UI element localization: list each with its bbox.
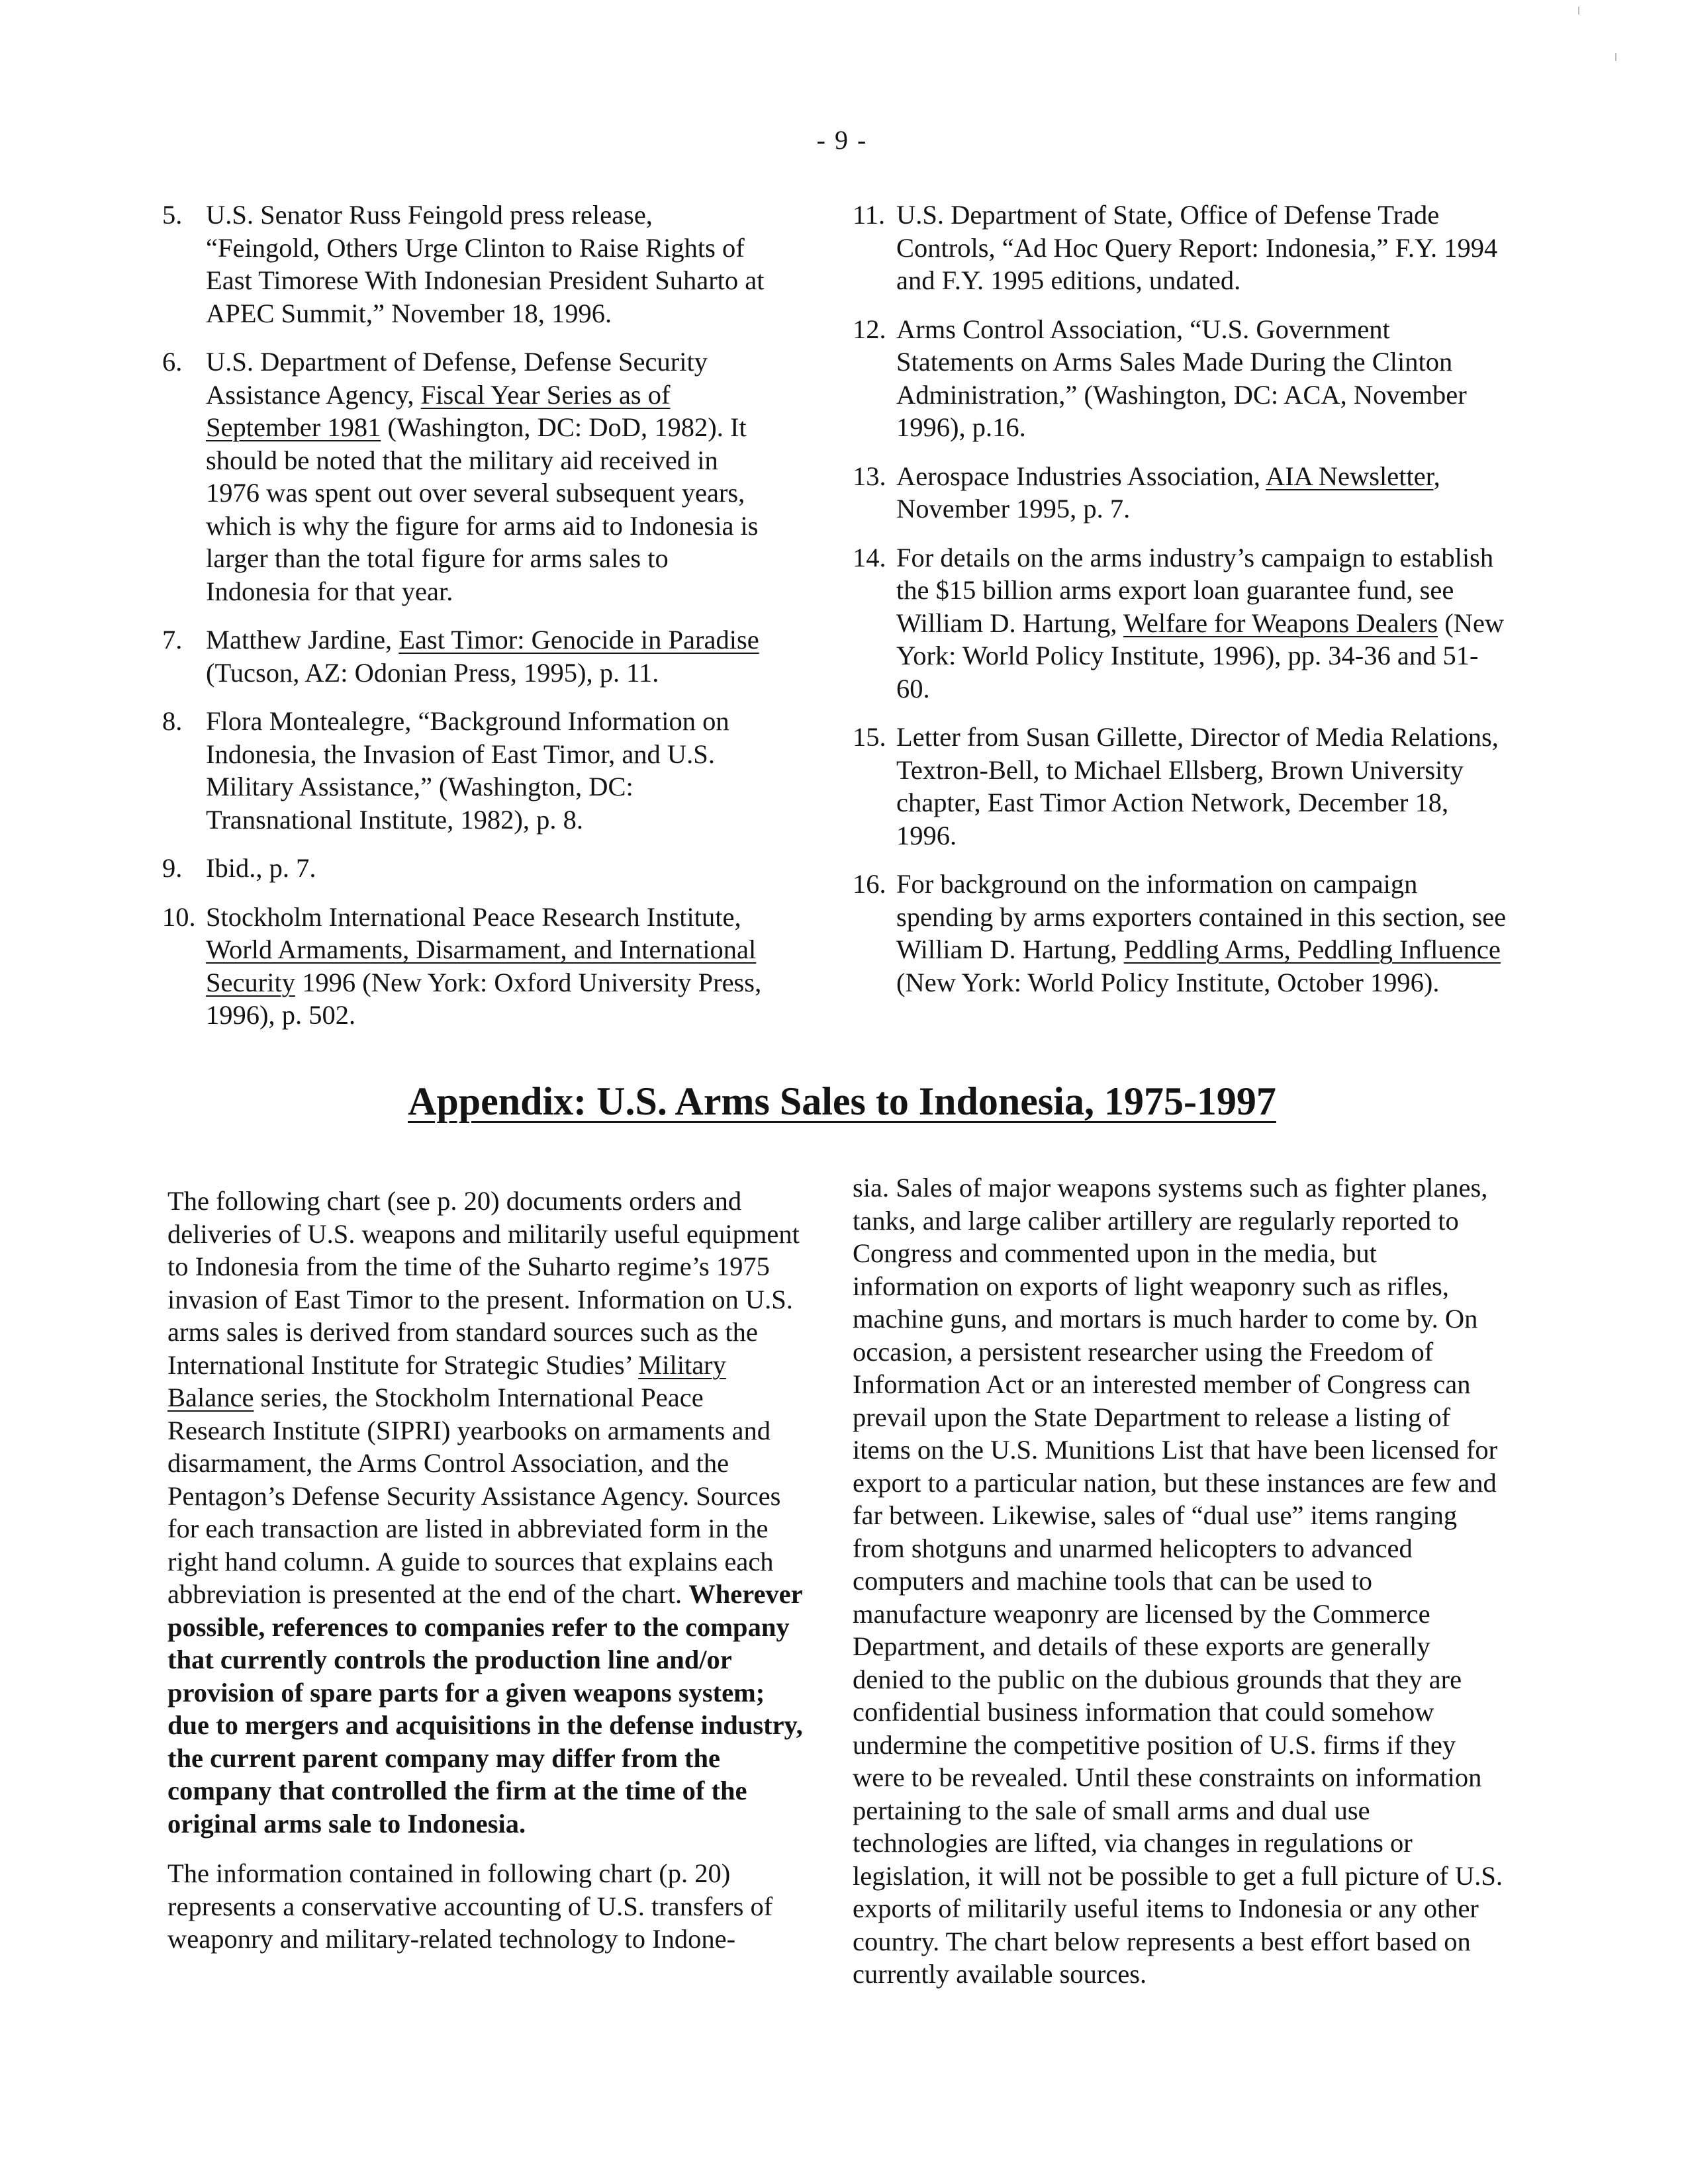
endnote: [853, 541, 1508, 705]
endnotes-right-column: [853, 199, 1508, 1015]
body-right-column: [853, 1171, 1508, 2008]
underlined-title: Welfare for Weapons Dealers: [1123, 608, 1438, 638]
text-run: Matthew Jardine,: [206, 625, 399, 655]
underlined-title: Fiscal Year Series as of September 1981: [206, 379, 671, 442]
endnote-number: 8.: [162, 706, 183, 736]
underlined-title: World Armaments, Disarmament, and International Security: [206, 934, 757, 997]
text-run: (Washington, DC: DoD, 1982). It should be noted that the military aid received in 1976 was spent out over several subsequent years, which is why the figure for arms aid to Indonesia is larger than the total figure for arms sales to Indonesia for that year.: [206, 412, 759, 606]
endnote: [162, 345, 765, 608]
endnote-number: 16.: [853, 869, 886, 899]
endnote-text: [206, 345, 765, 608]
text-run: Arms Control Association, “U.S. Government Statements on Arms Sales Made During the Clinton Administration,” (Washington, DC: ACA, November 1996), p.16.: [896, 314, 1467, 442]
endnote-number: 10.: [162, 901, 196, 932]
text-run: Ibid., p. 7.: [206, 853, 316, 883]
text-run: U.S. Department of State, Office of Defense Trade Controls, “Ad Hoc Query Report: Indonesia,” F.Y. 1994 and F.Y. 1995 editions, undated.: [896, 200, 1498, 295]
text-run: U.S. Senator Russ Feingold press release, “Feingold, Others Urge Clinton to Raise Rights of East Timorese With Indonesian President Suharto at APEC Summit,” November 18, 1996.: [206, 200, 765, 328]
text-run: (Tucson, AZ: Odonian Press, 1995), p. 11.: [206, 657, 659, 688]
appendix-heading: [0, 1079, 1684, 1124]
body-paragraph: [853, 1171, 1508, 1991]
endnote: [162, 623, 765, 689]
endnote: [162, 901, 765, 1032]
text-run: Stockholm International Peace Research Institute,: [206, 901, 741, 932]
endnote-number: 6.: [162, 347, 183, 377]
underlined-title: Military Balance: [167, 1349, 726, 1412]
underlined-title: Peddling Arms, Peddling Influence: [1123, 934, 1501, 964]
text-run: Flora Montealegre, “Background Information on Indonesia, the Invasion of East Timor, and U.S. Military Assistance,” (Washington, DC: Transnational Institute, 1982), p. 8.: [206, 706, 729, 835]
endnote-text: [206, 623, 765, 689]
endnote: [853, 868, 1508, 999]
text-run: The following chart (see p. 20) documents orders and deliveries of U.S. weapons and militarily useful equipment to Indonesia from the time of the Suharto regime’s 1975 invasion of East Timor to the present. Information on U.S. arms sales is derived from standard sources such as the International Institute for Strategic Studies’: [167, 1186, 800, 1380]
endnote-number: 12.: [853, 314, 886, 344]
endnote-number: 14.: [853, 542, 886, 572]
underlined-title: AIA Newsletter: [1265, 461, 1434, 491]
endnote-text: [206, 901, 765, 1032]
text-run: Aerospace Industries Association,: [896, 461, 1266, 491]
page-number: - 9 -: [816, 125, 868, 155]
text-run: , November 1995, p. 7.: [896, 461, 1440, 523]
endnote: [853, 460, 1508, 525]
endnote: [162, 705, 765, 836]
endnote-text: [206, 199, 765, 330]
endnote-number: 5.: [162, 200, 183, 230]
endnote-number: 11.: [853, 200, 886, 230]
endnote: [853, 199, 1508, 297]
endnote-text: [896, 199, 1508, 297]
endnote-text: [206, 852, 765, 885]
endnote-number: 13.: [853, 461, 886, 491]
body-paragraph: [167, 1857, 803, 1956]
endnote: [162, 199, 765, 330]
endnote-text: [206, 705, 765, 836]
endnote: [853, 721, 1508, 852]
scan-mark: [1615, 53, 1616, 61]
text-run: 1996 (New York: Oxford University Press, 1996), p. 502.: [206, 967, 762, 1030]
endnote-text: [896, 868, 1508, 999]
scan-mark: [1578, 7, 1579, 15]
endnote-text: [896, 721, 1508, 852]
text-run: (New York: World Policy Institute, October 1996).: [896, 967, 1440, 997]
body-paragraph: [167, 1185, 803, 1840]
endnote-number: 7.: [162, 625, 183, 655]
text-run: (New York: World Policy Institute, 1996), pp. 34-36 and 51-60.: [896, 608, 1505, 704]
endnote-text: [896, 541, 1508, 705]
text-run: U.S. Department of Defense, Defense Security Assistance Agency,: [206, 347, 708, 410]
body-left-column: [167, 1185, 803, 1973]
text-run: series, the Stockholm International Peace Research Institute (SIPRI) yearbooks on armaments and disarmament, the Arms Control Association, and the Pentagon’s Defense Security Assistance Agency. Sources for each transaction are listed in abbreviated form in the right hand column. A guide to sources that explains each abbreviation is presented at the end of the chart.: [167, 1383, 781, 1609]
endnotes-left-column: [162, 199, 765, 1048]
endnote-text: [896, 460, 1508, 525]
appendix-title: Appendix: U.S. Arms Sales to Indonesia, 1975-1997: [408, 1079, 1276, 1123]
underlined-title: East Timor: Genocide in Paradise: [398, 625, 759, 655]
text-run: sia. Sales of major weapons systems such as fighter planes, tanks, and large caliber artillery are regularly reported to Congress and commented upon in the media, but information on exports of light weaponry such as rifles, machine guns, and mortars is much harder to come by. On occasion, a persistent researcher using the Freedom of Information Act or an interested member of Congress can prevail upon the State Department to release a listing of items on the U.S. Munitions List that have been licensed for export to a particular nation, but these instances are few and far between. Likewise, sales of “dual use” items ranging from shotguns and unarmed helicopters to advanced computers and machine tools that can be used to manufacture weaponry are licensed by the Commerce Department, and details of these exports are generally denied to the public on the dubious grounds that they are confidential business information that could somehow undermine the competitive position of U.S. firms if they were to be revealed. Until these constraints on information pertaining to the sale of small arms and dual use technologies are lifted, via changes in regulations or legislation, it will not be possible to get a full picture of U.S. exports of militarily useful items to Indonesia or any other country. The chart below represents a best effort based on currently available sources.: [853, 1173, 1503, 1989]
bold-text: Wherever possible, references to companies refer to the company that currently controls the production line and/or provision of spare parts for a given weapons system; due to mergers and acquisitions in the defense industry, the current parent company may differ from the company that controlled the firm at the time of the original arms sale to Indonesia.: [167, 1579, 803, 1839]
endnote-number: 9.: [162, 853, 183, 883]
text-run: Letter from Susan Gillette, Director of Media Relations, Textron-Bell, to Michael Ellsberg, Brown University chapter, East Timor Action Network, December 18, 1996.: [896, 722, 1499, 850]
endnote: [162, 852, 765, 885]
endnote-number: 15.: [853, 722, 886, 752]
endnote: [853, 313, 1508, 444]
text-run: For background on the information on campaign spending by arms exporters contained in this section, see William D. Hartung,: [896, 869, 1507, 964]
text-run: For details on the arms industry’s campaign to establish the $15 billion arms export loan guarantee fund, see William D. Hartung,: [896, 542, 1494, 638]
text-run: The information contained in following chart (p. 20) represents a conservative accounting of U.S. transfers of weaponry and military-related technology to Indone-: [167, 1858, 773, 1954]
endnote-text: [896, 313, 1508, 444]
